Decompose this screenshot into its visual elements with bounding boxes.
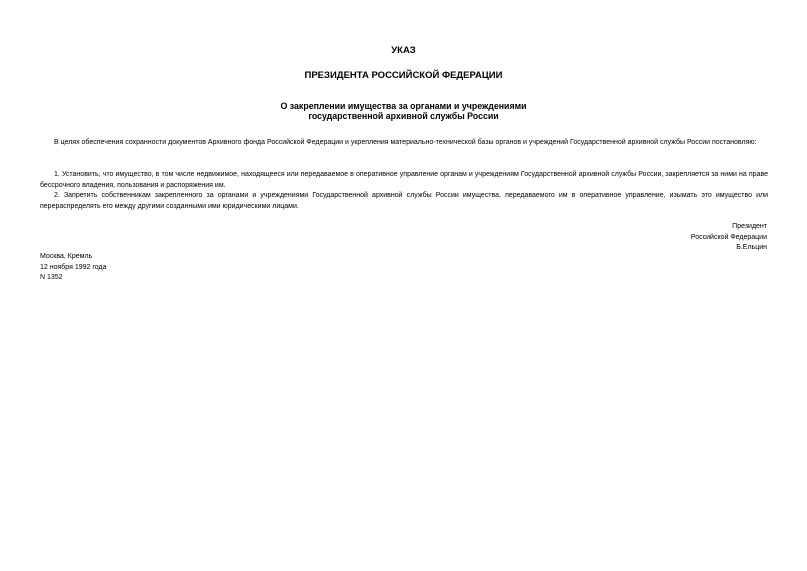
document-type: УКАЗ (391, 45, 416, 56)
document-title-line-1: О закреплении имущества за органами и учреждениями (280, 101, 527, 111)
signing-place: Москва, Кремль (40, 253, 93, 260)
preamble-paragraph: В целях обеспечения сохранности документов Архивного фонда Российской Федерации и укрепления материально-технической базы органов и учреждений Государственной архивной службы России постановляю: (54, 139, 757, 146)
document-title (0, 101, 807, 121)
item-1-paragraph: 1. Установить, что имущество, в том числе недвижимое, находящееся или передаваемое в оперативное управление органам и учреждениям Государственной архивной службы России, закрепляется за ними на праве бессрочного владения, пользования и распоряжения им. (40, 171, 768, 189)
signing-date: 12 ноября 1992 года (40, 263, 107, 271)
document-number: N 1352 (40, 274, 63, 281)
document-issuer: ПРЕЗИДЕНТА РОССИЙСКОЙ ФЕДЕРАЦИИ (304, 70, 503, 81)
place-date-block (40, 252, 106, 284)
signature-country: Российской Федерации (690, 233, 767, 241)
signature-name: Б.Ельцин (736, 244, 767, 251)
signature-block (691, 222, 767, 254)
document-title-line-2: государственной архивной службы России (308, 111, 499, 121)
item-2-paragraph: 2. Запретить собственникам закрепленного за органами и учреждениями Государственной архивной службы России имущества, передаваемого им в оперативное управление, изымать это имущество или перераспределять его между другими созданными ими юридическими лицами. (40, 192, 768, 210)
signature-position: Президент (732, 223, 767, 230)
